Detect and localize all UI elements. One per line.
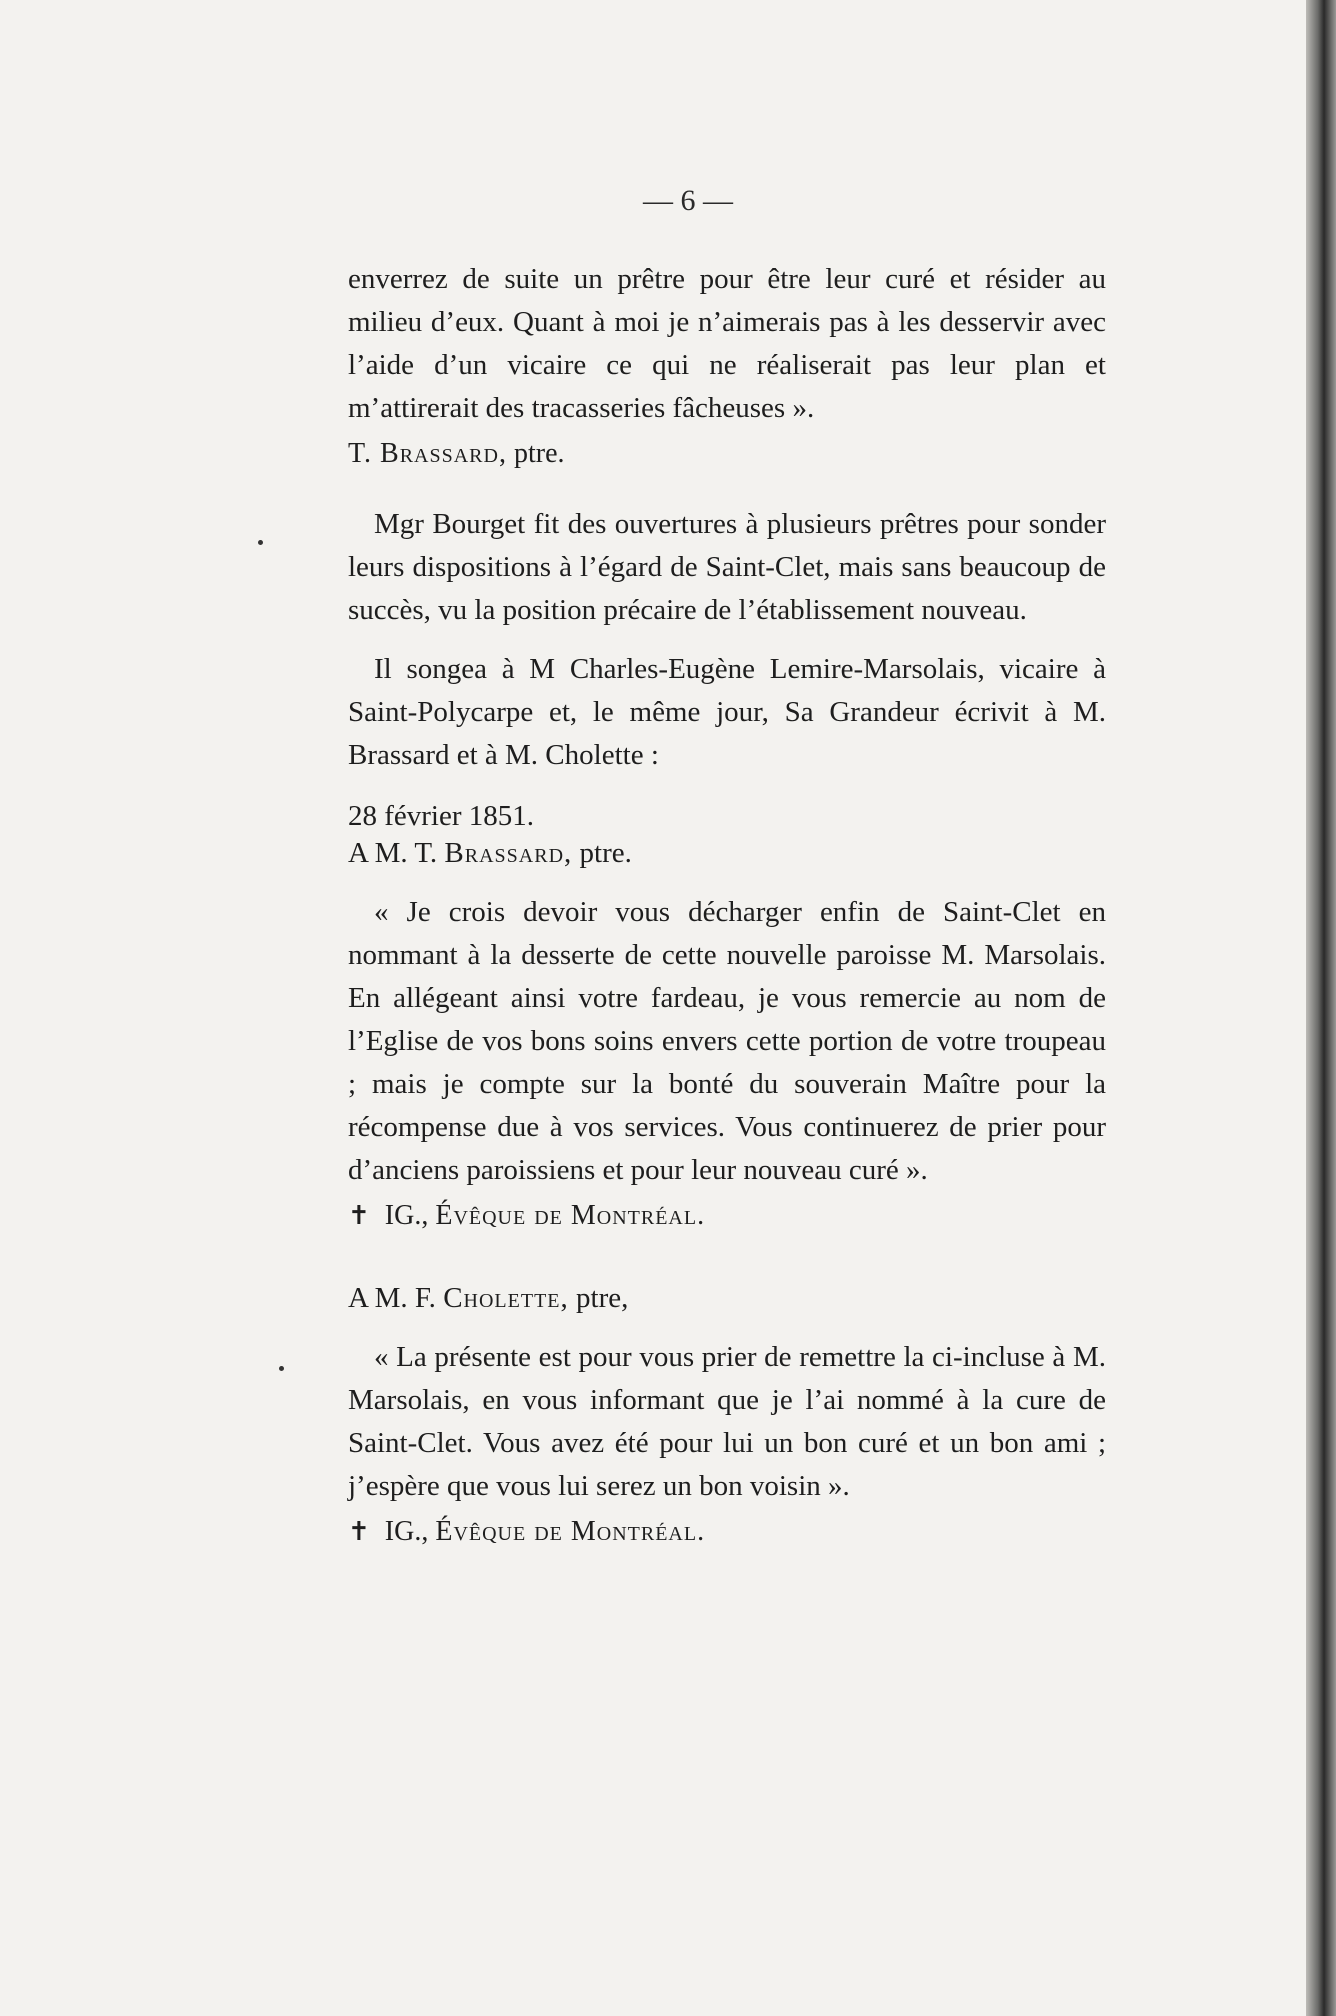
signature-title: ptre. bbox=[513, 438, 565, 469]
signature-title: Évêque de Montréal. bbox=[435, 1516, 706, 1547]
letter-to-brassard: « Je crois devoir vous décharger enfin de Saint-Clet en nommant à la desserte de cette nouvelle paroisse M. Marsolais. En allégeant ainsi votre fardeau, je vous remercie au nom de l’Eglise de vos bons soins envers cette portion de votre troupeau ; mais je compte sur la bonté du souverain Maître pour la récompense due à vos services. Vous continuerez de prier pour d’anciens paroissiens et pour leur nouveau curé ». bbox=[348, 896, 1106, 1186]
paragraph-marsolais: Il songea à M Charles-Eugène Lemire-Marsolais, vicaire à Saint-Polycarpe et, le même jour, Sa Grandeur écrivit à M. Brassard et à M. Cholette : bbox=[348, 653, 1106, 771]
addressee-title: ptre, bbox=[576, 1282, 629, 1314]
scan-speck bbox=[279, 1366, 284, 1371]
signature-bishop-1 bbox=[348, 1194, 1106, 1237]
addressee-brassard bbox=[348, 832, 1106, 875]
addressee-prefix: A M. F. bbox=[348, 1282, 436, 1314]
signature-name: T. Brassard, bbox=[348, 438, 507, 469]
letter-date: 28 février 1851. bbox=[348, 800, 535, 832]
signature-bishop-2 bbox=[348, 1510, 1106, 1553]
signature-brassard bbox=[348, 432, 1106, 475]
addressee-name: Cholette, bbox=[443, 1282, 569, 1314]
signature-title: Évêque de Montréal. bbox=[435, 1200, 706, 1231]
signature-ig: IG., bbox=[384, 1200, 429, 1231]
addressee-name: Brassard, bbox=[444, 837, 573, 869]
signature-ig: IG., bbox=[384, 1516, 429, 1547]
addressee-prefix: A M. T. bbox=[348, 837, 438, 869]
addressee-cholette bbox=[348, 1277, 1106, 1320]
addressee-title: ptre. bbox=[579, 837, 632, 869]
paragraph-letter-end: enverrez de suite un prêtre pour être leur curé et résider au milieu d’eux. Quant à moi je n’aimerais pas à les desservir avec l’aide d’un vicaire ce qui ne réaliserait pas leur plan et m’attirerait des tracasseries fâcheuses ». bbox=[348, 263, 1106, 424]
cross-icon: ✝ bbox=[348, 1517, 370, 1546]
page-number: — 6 — bbox=[643, 184, 733, 217]
scan-speck bbox=[258, 540, 263, 545]
paragraph-bourget: Mgr Bourget fit des ouvertures à plusieurs prêtres pour sonder leurs dispositions à l’égard de Saint-Clet, mais sans beaucoup de succès, vu la position précaire de l’établissement nouveau. bbox=[348, 508, 1106, 626]
page-edge-shadow bbox=[1306, 0, 1336, 2016]
cross-icon: ✝ bbox=[348, 1201, 370, 1230]
body-text bbox=[348, 258, 1106, 1553]
letter-to-cholette: « La présente est pour vous prier de remettre la ci-incluse à M. Marsolais, en vous informant que je l’ai nommé à la cure de Saint-Clet. Vous avez été pour lui un bon curé et un bon ami ; j’espère que vous lui serez un bon voisin ». bbox=[348, 1341, 1106, 1502]
